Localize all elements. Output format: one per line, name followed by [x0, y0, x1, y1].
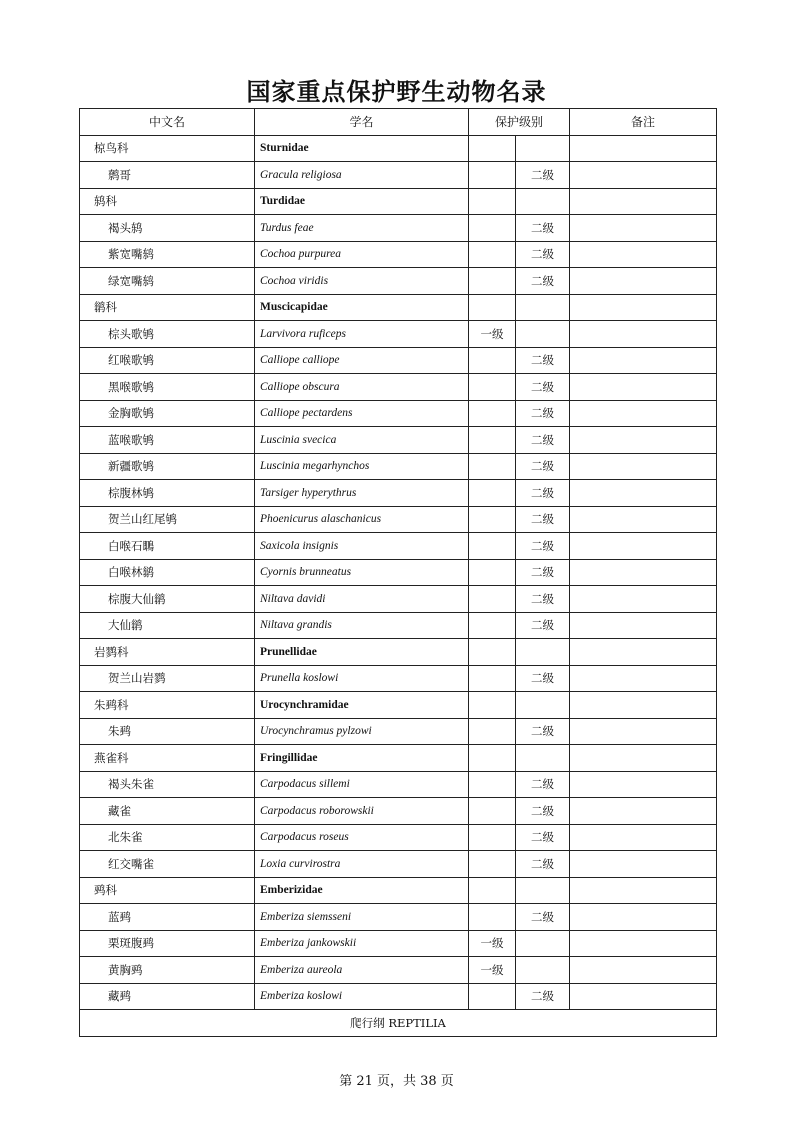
chinese-name-cell: 鹩哥	[80, 162, 255, 189]
species-table	[79, 108, 717, 1037]
level-one-cell	[469, 771, 516, 798]
species-row	[80, 665, 717, 692]
species-row	[80, 771, 717, 798]
chinese-name-cell: 朱鹀	[80, 718, 255, 745]
level-two-cell: 二级	[516, 241, 570, 268]
level-one-cell	[469, 612, 516, 639]
level-one-cell	[469, 665, 516, 692]
table-header-row	[80, 109, 717, 136]
level-one-cell: 一级	[469, 321, 516, 348]
species-row	[80, 957, 717, 984]
scientific-name-cell: Prunella koslowi	[255, 665, 469, 692]
chinese-name-cell: 鸫科	[80, 188, 255, 215]
level-one-cell	[469, 851, 516, 878]
remarks-cell	[570, 745, 717, 772]
scientific-name-cell: Larvivora ruficeps	[255, 321, 469, 348]
chinese-name-cell: 紫宽嘴鸫	[80, 241, 255, 268]
remarks-cell	[570, 294, 717, 321]
scientific-name-cell: Emberiza jankowskii	[255, 930, 469, 957]
remarks-cell	[570, 268, 717, 295]
level-two-cell	[516, 957, 570, 984]
species-row	[80, 983, 717, 1010]
level-two-cell: 二级	[516, 586, 570, 613]
level-two-cell: 二级	[516, 374, 570, 401]
scientific-name-cell: Gracula religiosa	[255, 162, 469, 189]
level-two-cell: 二级	[516, 824, 570, 851]
chinese-name-cell: 蓝鹀	[80, 904, 255, 931]
chinese-name-cell: 黑喉歌鸲	[80, 374, 255, 401]
scientific-name-cell: Sturnidae	[255, 135, 469, 162]
scientific-name-cell: Emberiza koslowi	[255, 983, 469, 1010]
level-one-cell	[469, 162, 516, 189]
family-row	[80, 188, 717, 215]
scientific-name-cell: Urocynchramus pylzowi	[255, 718, 469, 745]
chinese-name-cell: 红交嘴雀	[80, 851, 255, 878]
level-one-cell	[469, 877, 516, 904]
level-one-cell	[469, 506, 516, 533]
level-one-cell	[469, 374, 516, 401]
level-two-cell: 二级	[516, 798, 570, 825]
level-one-cell	[469, 453, 516, 480]
level-one-cell	[469, 824, 516, 851]
scientific-name-cell: Phoenicurus alaschanicus	[255, 506, 469, 533]
species-row	[80, 824, 717, 851]
remarks-cell	[570, 374, 717, 401]
level-one-cell	[469, 718, 516, 745]
scientific-name-cell: Saxicola insignis	[255, 533, 469, 560]
chinese-name-cell: 藏鹀	[80, 983, 255, 1010]
remarks-cell	[570, 400, 717, 427]
scientific-name-cell: Calliope obscura	[255, 374, 469, 401]
chinese-name-cell: 棕腹林鸲	[80, 480, 255, 507]
species-row	[80, 347, 717, 374]
level-two-cell: 二级	[516, 427, 570, 454]
level-one-cell	[469, 268, 516, 295]
family-row	[80, 639, 717, 666]
scientific-name-cell: Emberizidae	[255, 877, 469, 904]
species-row	[80, 930, 717, 957]
remarks-cell	[570, 453, 717, 480]
remarks-cell	[570, 930, 717, 957]
remarks-cell	[570, 771, 717, 798]
chinese-name-cell: 褐头朱雀	[80, 771, 255, 798]
level-two-cell	[516, 188, 570, 215]
scientific-name-cell: Carpodacus sillemi	[255, 771, 469, 798]
species-row	[80, 798, 717, 825]
level-two-cell: 二级	[516, 559, 570, 586]
species-row	[80, 215, 717, 242]
remarks-cell	[570, 798, 717, 825]
remarks-cell	[570, 533, 717, 560]
level-one-cell	[469, 188, 516, 215]
remarks-cell	[570, 824, 717, 851]
chinese-name-cell: 大仙鹟	[80, 612, 255, 639]
chinese-name-cell: 黄胸鹀	[80, 957, 255, 984]
level-two-cell	[516, 930, 570, 957]
scientific-name-cell: Cochoa viridis	[255, 268, 469, 295]
family-row	[80, 135, 717, 162]
chinese-name-cell: 贺兰山红尾鸲	[80, 506, 255, 533]
scientific-name-cell: Niltava grandis	[255, 612, 469, 639]
remarks-cell	[570, 427, 717, 454]
scientific-name-cell: Emberiza siemsseni	[255, 904, 469, 931]
scientific-name-cell: Calliope pectardens	[255, 400, 469, 427]
level-one-cell	[469, 586, 516, 613]
species-row	[80, 533, 717, 560]
level-one-cell	[469, 215, 516, 242]
remarks-cell	[570, 559, 717, 586]
level-one-cell	[469, 400, 516, 427]
remarks-cell	[570, 480, 717, 507]
chinese-name-cell: 贺兰山岩鹨	[80, 665, 255, 692]
species-row	[80, 374, 717, 401]
remarks-cell	[570, 506, 717, 533]
level-two-cell: 二级	[516, 480, 570, 507]
chinese-name-cell: 红喉歌鸲	[80, 347, 255, 374]
level-one-cell	[469, 983, 516, 1010]
level-two-cell	[516, 745, 570, 772]
section-row	[80, 1010, 717, 1037]
remarks-cell	[570, 162, 717, 189]
scientific-name-cell: Turdus feae	[255, 215, 469, 242]
level-two-cell: 二级	[516, 268, 570, 295]
scientific-name-cell: Emberiza aureola	[255, 957, 469, 984]
level-one-cell	[469, 692, 516, 719]
scientific-name-cell: Carpodacus roborowskii	[255, 798, 469, 825]
remarks-cell	[570, 586, 717, 613]
chinese-name-cell: 白喉林鹟	[80, 559, 255, 586]
scientific-name-cell: Fringillidae	[255, 745, 469, 772]
level-two-cell	[516, 321, 570, 348]
level-one-cell	[469, 533, 516, 560]
species-row	[80, 241, 717, 268]
remarks-cell	[570, 983, 717, 1010]
remarks-cell	[570, 612, 717, 639]
scientific-name-cell: Loxia curvirostra	[255, 851, 469, 878]
chinese-name-cell: 褐头鸫	[80, 215, 255, 242]
level-one-cell	[469, 904, 516, 931]
header-remarks: 备注	[570, 109, 717, 136]
chinese-name-cell: 鹟科	[80, 294, 255, 321]
species-row	[80, 559, 717, 586]
remarks-cell	[570, 718, 717, 745]
family-row	[80, 692, 717, 719]
remarks-cell	[570, 851, 717, 878]
remarks-cell	[570, 188, 717, 215]
remarks-cell	[570, 321, 717, 348]
level-one-cell	[469, 798, 516, 825]
remarks-cell	[570, 957, 717, 984]
remarks-cell	[570, 665, 717, 692]
scientific-name-cell: Prunellidae	[255, 639, 469, 666]
species-row	[80, 427, 717, 454]
species-row	[80, 321, 717, 348]
species-row	[80, 506, 717, 533]
page-title: 国家重点保护野生动物名录	[246, 77, 547, 106]
remarks-cell	[570, 692, 717, 719]
level-two-cell: 二级	[516, 506, 570, 533]
chinese-name-cell: 北朱雀	[80, 824, 255, 851]
species-row	[80, 480, 717, 507]
level-two-cell: 二级	[516, 162, 570, 189]
species-row	[80, 268, 717, 295]
species-row	[80, 400, 717, 427]
scientific-name-cell: Muscicapidae	[255, 294, 469, 321]
level-two-cell	[516, 135, 570, 162]
species-row	[80, 162, 717, 189]
scientific-name-cell: Urocynchramidae	[255, 692, 469, 719]
species-row	[80, 851, 717, 878]
header-scientific-name: 学名	[255, 109, 469, 136]
section-heading: 爬行纲 REPTILIA	[80, 1010, 717, 1037]
header-protection-level: 保护级别	[469, 109, 570, 136]
level-one-cell	[469, 294, 516, 321]
remarks-cell	[570, 135, 717, 162]
level-one-cell: 一级	[469, 930, 516, 957]
level-two-cell	[516, 294, 570, 321]
chinese-name-cell: 棕腹大仙鹟	[80, 586, 255, 613]
scientific-name-cell: Cyornis brunneatus	[255, 559, 469, 586]
family-row	[80, 745, 717, 772]
level-two-cell: 二级	[516, 983, 570, 1010]
level-two-cell	[516, 639, 570, 666]
chinese-name-cell: 金胸歌鸲	[80, 400, 255, 427]
chinese-name-cell: 鹀科	[80, 877, 255, 904]
family-row	[80, 294, 717, 321]
remarks-cell	[570, 241, 717, 268]
chinese-name-cell: 燕雀科	[80, 745, 255, 772]
level-one-cell	[469, 559, 516, 586]
chinese-name-cell: 新疆歌鸲	[80, 453, 255, 480]
level-two-cell	[516, 877, 570, 904]
level-one-cell	[469, 427, 516, 454]
chinese-name-cell: 蓝喉歌鸲	[80, 427, 255, 454]
header-chinese-name: 中文名	[80, 109, 255, 136]
species-row	[80, 612, 717, 639]
level-two-cell: 二级	[516, 904, 570, 931]
family-row	[80, 877, 717, 904]
level-two-cell: 二级	[516, 718, 570, 745]
remarks-cell	[570, 347, 717, 374]
remarks-cell	[570, 639, 717, 666]
level-two-cell: 二级	[516, 400, 570, 427]
level-one-cell	[469, 135, 516, 162]
remarks-cell	[570, 904, 717, 931]
level-two-cell: 二级	[516, 665, 570, 692]
level-one-cell	[469, 639, 516, 666]
level-one-cell	[469, 480, 516, 507]
chinese-name-cell: 棕头歌鸲	[80, 321, 255, 348]
species-row	[80, 586, 717, 613]
level-one-cell	[469, 745, 516, 772]
scientific-name-cell: Turdidae	[255, 188, 469, 215]
chinese-name-cell: 岩鹨科	[80, 639, 255, 666]
level-two-cell: 二级	[516, 771, 570, 798]
chinese-name-cell: 藏雀	[80, 798, 255, 825]
level-two-cell: 二级	[516, 612, 570, 639]
level-two-cell: 二级	[516, 533, 570, 560]
level-two-cell	[516, 692, 570, 719]
table-body	[80, 135, 717, 1036]
scientific-name-cell: Niltava davidi	[255, 586, 469, 613]
species-row	[80, 718, 717, 745]
scientific-name-cell: Luscinia svecica	[255, 427, 469, 454]
scientific-name-cell: Luscinia megarhynchos	[255, 453, 469, 480]
scientific-name-cell: Tarsiger hyperythrus	[255, 480, 469, 507]
level-two-cell: 二级	[516, 453, 570, 480]
level-one-cell: 一级	[469, 957, 516, 984]
level-two-cell: 二级	[516, 347, 570, 374]
chinese-name-cell: 绿宽嘴鸫	[80, 268, 255, 295]
species-row	[80, 904, 717, 931]
remarks-cell	[570, 877, 717, 904]
level-one-cell	[469, 241, 516, 268]
chinese-name-cell: 栗斑腹鹀	[80, 930, 255, 957]
chinese-name-cell: 朱鹀科	[80, 692, 255, 719]
level-two-cell: 二级	[516, 215, 570, 242]
level-one-cell	[469, 347, 516, 374]
scientific-name-cell: Calliope calliope	[255, 347, 469, 374]
scientific-name-cell: Cochoa purpurea	[255, 241, 469, 268]
level-two-cell: 二级	[516, 851, 570, 878]
chinese-name-cell: 白喉石䳭	[80, 533, 255, 560]
scientific-name-cell: Carpodacus roseus	[255, 824, 469, 851]
chinese-name-cell: 椋鸟科	[80, 135, 255, 162]
page-number: 第 21 页，共 38 页	[339, 1074, 454, 1089]
species-row	[80, 453, 717, 480]
remarks-cell	[570, 215, 717, 242]
